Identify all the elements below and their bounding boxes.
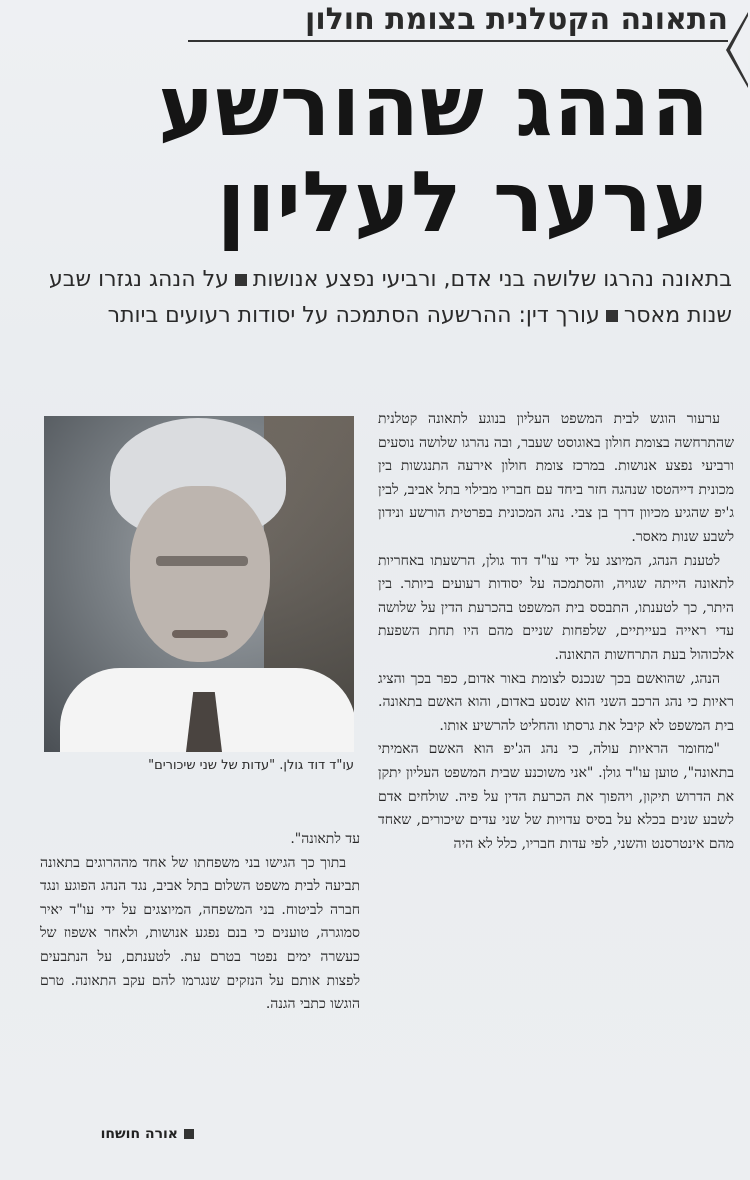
bullet-square-icon: [184, 1129, 194, 1139]
bullet-square-icon: [235, 274, 247, 286]
subhead-part-2: על הנהג נגזרו שבע שנות מאסר: [49, 267, 732, 328]
photo-brow: [156, 556, 248, 566]
page-arrow-inner: [730, 16, 748, 84]
portrait-photo: [44, 416, 354, 752]
headline: [60, 58, 710, 250]
paragraph: בתוך כך הגישו בני משפחתו של אחד מההרוגים בתאונה תביעה לבית משפט השלום בתל אביב, נגד הנהג הפוגע ונגד חברה לביטוח. בני המשפחה, המיוצגים על ידי עו"ד יאיר סמוגרה, טוענים כי בנם נפגע אנושות, ולאחר אשפוז של כעשרה ימים נפטר בטרם עת. לטענתם, על הנתבעים לפצות אותם על הנזקים שנגרמו להם עקב התאונה. טרם הוגשו כתבי הגנה.: [40, 854, 360, 1013]
subhead-part-1: בתאונה נהרגו שלושה בני אדם, ורביעי נפצע אנושות: [252, 267, 732, 292]
photo-mouth: [172, 630, 228, 638]
paragraph: "מחומר הראיות עולה, כי נהג הג'יפ הוא האשם האמיתי בתאונה", טוען עו"ד גולן. "אני משוכנע שבית המשפט העליון יתקן את הדרוש תיקון, ויהפוך את הכרעת הדין על פיה. שולחים אדם לשבע שנים בכלא על בסיס עדויות של שני עדים שיכורים, שאחד מהם אינטרסנט והשני, לפי עדות חבריו, כלל לא היה: [378, 741, 734, 852]
paragraph: ערעור הוגש לבית המשפט העליון בנוגע לתאונה קטלנית שהתרחשה בצומת חולון באוגוסט שעבר, ובה נהרגו שלושה נוסעים ורביעי נפצע אנושות. במרכז צומת חולון אירעה התנגשות בין מכונית דייהטסו שנהגה חזר ביחד עם חבריו מבילוי בתל אביב, לבין ג'יפ שהגיע מכיוון דרך בן צבי. נהג המכונית בפרטית הורשע ונידון לשבע שנות מאסר.: [378, 411, 734, 545]
paragraph: עד לתאונה".: [290, 831, 360, 847]
paragraph: לטענת הנהג, המיוצג על ידי עו"ד דוד גולן, הרשעתו באחריות לתאונה הייתה שגויה, והסתמכה על יסודות רעועים ביותר. בין היתר, כך לטענתו, התבסס בית המשפט בהכרעת הדין על שלושה עדי ראייה בעייתיים, שלפחות שניים מהם היו תחת השפעת אלכוהול בעת התרחשות התאונה.: [378, 552, 734, 663]
headline-line-2: ערער לעליון: [216, 153, 710, 251]
article-column-right: [378, 408, 734, 1173]
section-kicker: התאונה הקטלנית בצומת חולון: [188, 0, 728, 42]
article-column-left: [40, 828, 360, 1118]
photo-caption: עו"ד דוד גולן. "עדות של שני שיכורים": [148, 758, 354, 773]
headline-line-1: הנהג שהורשע: [158, 57, 710, 155]
paragraph: הנהג, שהואשם בכך שנכנס לצומת באור אדום, כפר בכך והציג ראיות כי נהג הרכב השני הוא שנסע באדום, והוא האשם בתאונה. בית המשפט לא קיבל את גרסתו והחליט להרשיע אותו.: [378, 670, 734, 734]
byline-author: אורה חושחו: [100, 1126, 178, 1142]
subhead-part-3: עורך דין: ההרשעה הסתמכה על יסודות רעועים ביותר: [107, 303, 600, 328]
subheadline: [32, 262, 732, 334]
bullet-square-icon: [606, 310, 618, 322]
byline: [40, 1126, 200, 1142]
